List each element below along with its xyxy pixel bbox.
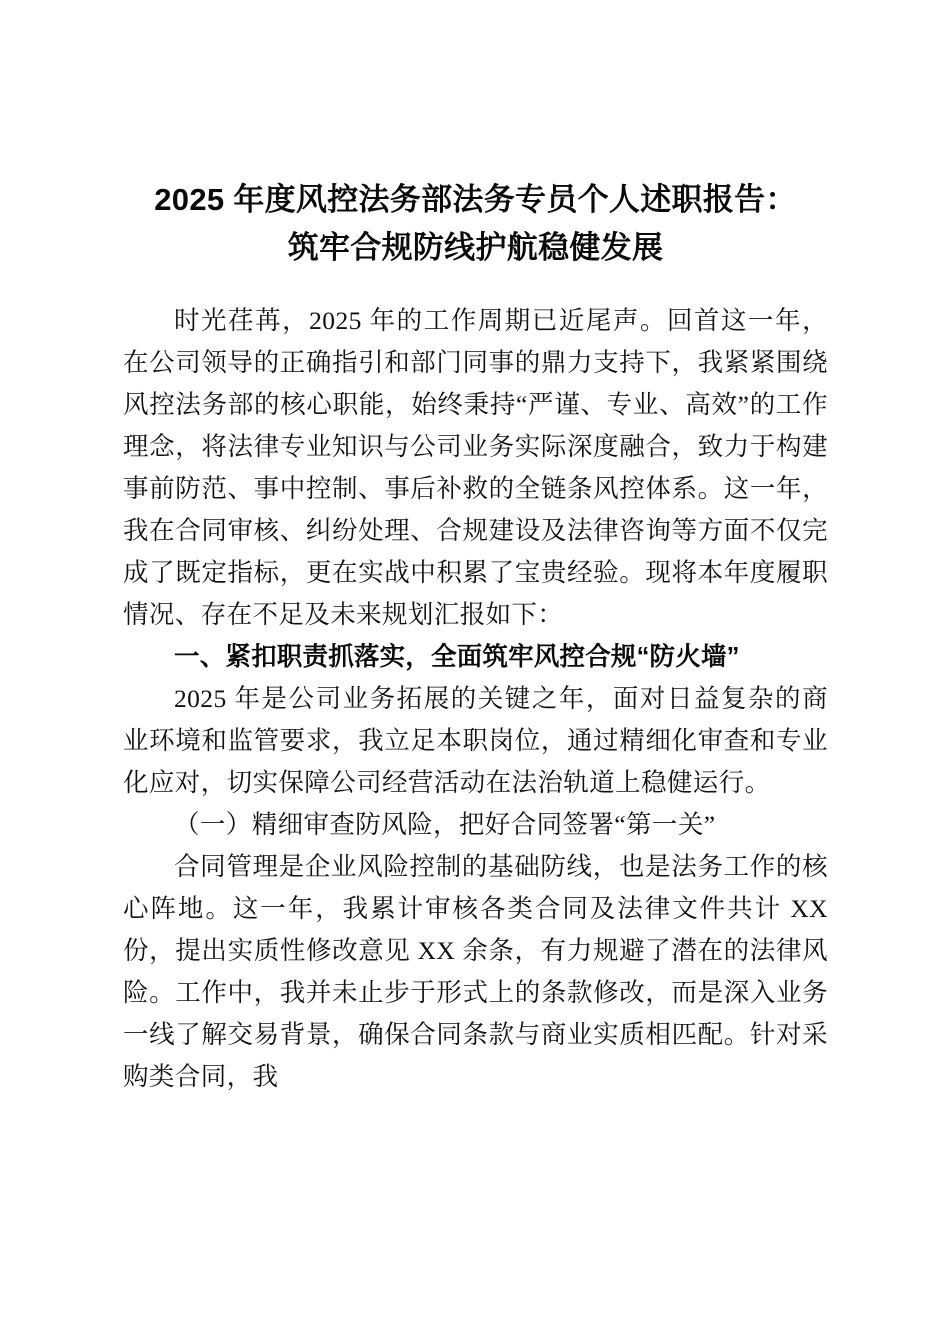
page-title — [123, 0, 828, 272]
page-title-line-1: 2025 年度风控法务部法务专员个人述职报告： — [154, 182, 797, 217]
section-heading-1: 一、紧扣职责抓落实，全面筑牢风控合规“防火墙” — [174, 643, 740, 671]
document-content — [123, 0, 828, 1098]
section-1-intro-paragraph: 2025 年是公司业务拓展的关键之年，面对日益复杂的商业环境和监管要求，我立足本职岗位，通过精细化审查和专业化应对，切实保障公司经营活动在法治轨道上稳健运行。 — [123, 684, 828, 797]
page-title-line-2: 筑牢合规防线护航稳健发展 — [287, 230, 664, 265]
opening-paragraph: 时光荏苒，2025 年的工作周期已近尾声。回首这一年，在公司领导的正确指引和部门同事的鼎力支持下，我紧紧围绕风控法务部的核心职能，始终秉持“严谨、专业、高效”的工作理念，将法律专业知识与公司业务实际深度融合，致力于构建事前防范、事中控制、事后补救的全链条风控体系。这一年，我在合同审核、纠纷处理、合规建设及法律咨询等方面不仅完成了既定指标，更在实战中积累了宝贵经验。现将本年度履职情况、存在不足及未来规划汇报如下： — [123, 306, 828, 629]
subsection-1-1-paragraph: 合同管理是企业风险控制的基础防线，也是法务工作的核心阵地。这一年，我累计审核各类合同及法律文件共计 XX 份，提出实质性修改意见 XX 余条，有力规避了潜在的法律风险。工作中，我并未止步于形式上的条款修改，而是深入业务一线了解交易背景，确保合同条款与商业实质相匹配。针对采购类合同，我 — [123, 852, 828, 1091]
subsection-heading-1-1: （一）精细审查防风险，把好合同签署“第一关” — [174, 810, 716, 839]
